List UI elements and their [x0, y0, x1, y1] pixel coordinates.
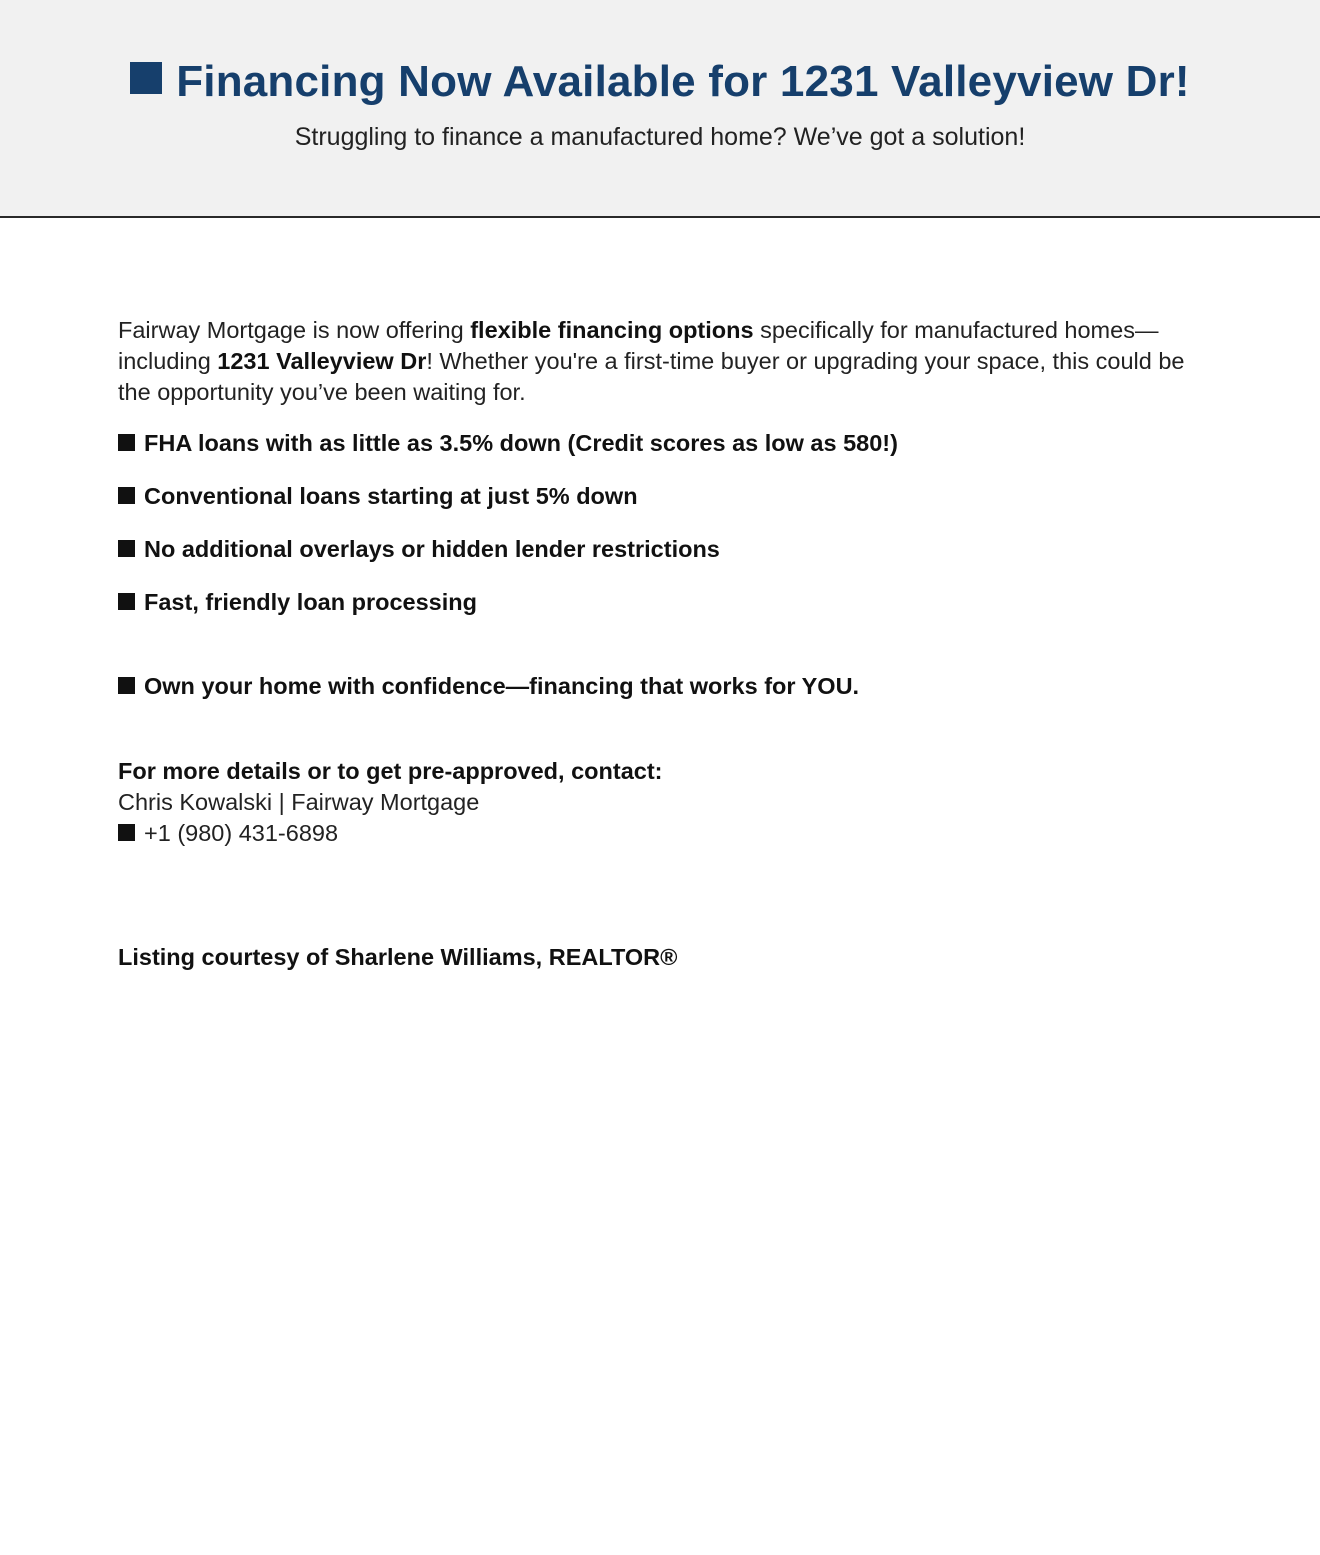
benefit-text: Conventional loans starting at just 5% down [144, 483, 638, 509]
header-banner [0, 0, 1320, 218]
page-title-text: Financing Now Available for 1231 Valleyview Dr! [176, 57, 1190, 106]
benefit-item [118, 588, 477, 616]
benefit-item [118, 482, 638, 510]
phone-number[interactable]: +1 (980) 431-6898 [144, 820, 339, 846]
square-bullet-icon [118, 434, 135, 451]
intro-text-1: Fairway Mortgage is now offering [118, 317, 471, 343]
contact-name: Chris Kowalski | Fairway Mortgage [118, 789, 480, 815]
benefit-text: Fast, friendly loan processing [144, 589, 477, 615]
page-title [0, 56, 1320, 108]
benefit-item [118, 429, 898, 457]
contact-heading: For more details or to get pre-approved, contact: [118, 758, 663, 784]
square-bullet-icon [118, 677, 135, 694]
benefit-item [118, 535, 720, 563]
phone-square-icon [118, 824, 135, 841]
benefit-text: FHA loans with as little as 3.5% down (Credit scores as low as 580!) [144, 430, 898, 456]
benefit-text: No additional overlays or hidden lender restrictions [144, 536, 720, 562]
square-bullet-icon [118, 593, 135, 610]
intro-bold-1: flexible financing options [470, 317, 754, 343]
intro-paragraph [118, 315, 1208, 408]
intro-text-3: ! Whether you're a first-time buyer or upgrading your space, this could be the opportunity you’ve been waiting for. [118, 348, 1185, 405]
page-subtitle: Struggling to finance a manufactured home? We’ve got a solution! [294, 123, 1026, 151]
intro-bold-2: 1231 Valleyview Dr [217, 348, 427, 374]
square-icon [130, 62, 162, 94]
listing-courtesy: Listing courtesy of Sharlene Williams, REALTOR® [118, 944, 678, 970]
tagline-text: Own your home with confidence—financing that works for YOU. [144, 673, 860, 699]
intro-text-2: specifically for manufactured homes—including [118, 317, 1159, 374]
square-bullet-icon [118, 540, 135, 557]
contact-phone [118, 818, 338, 849]
square-bullet-icon [118, 487, 135, 504]
tagline [118, 672, 859, 700]
